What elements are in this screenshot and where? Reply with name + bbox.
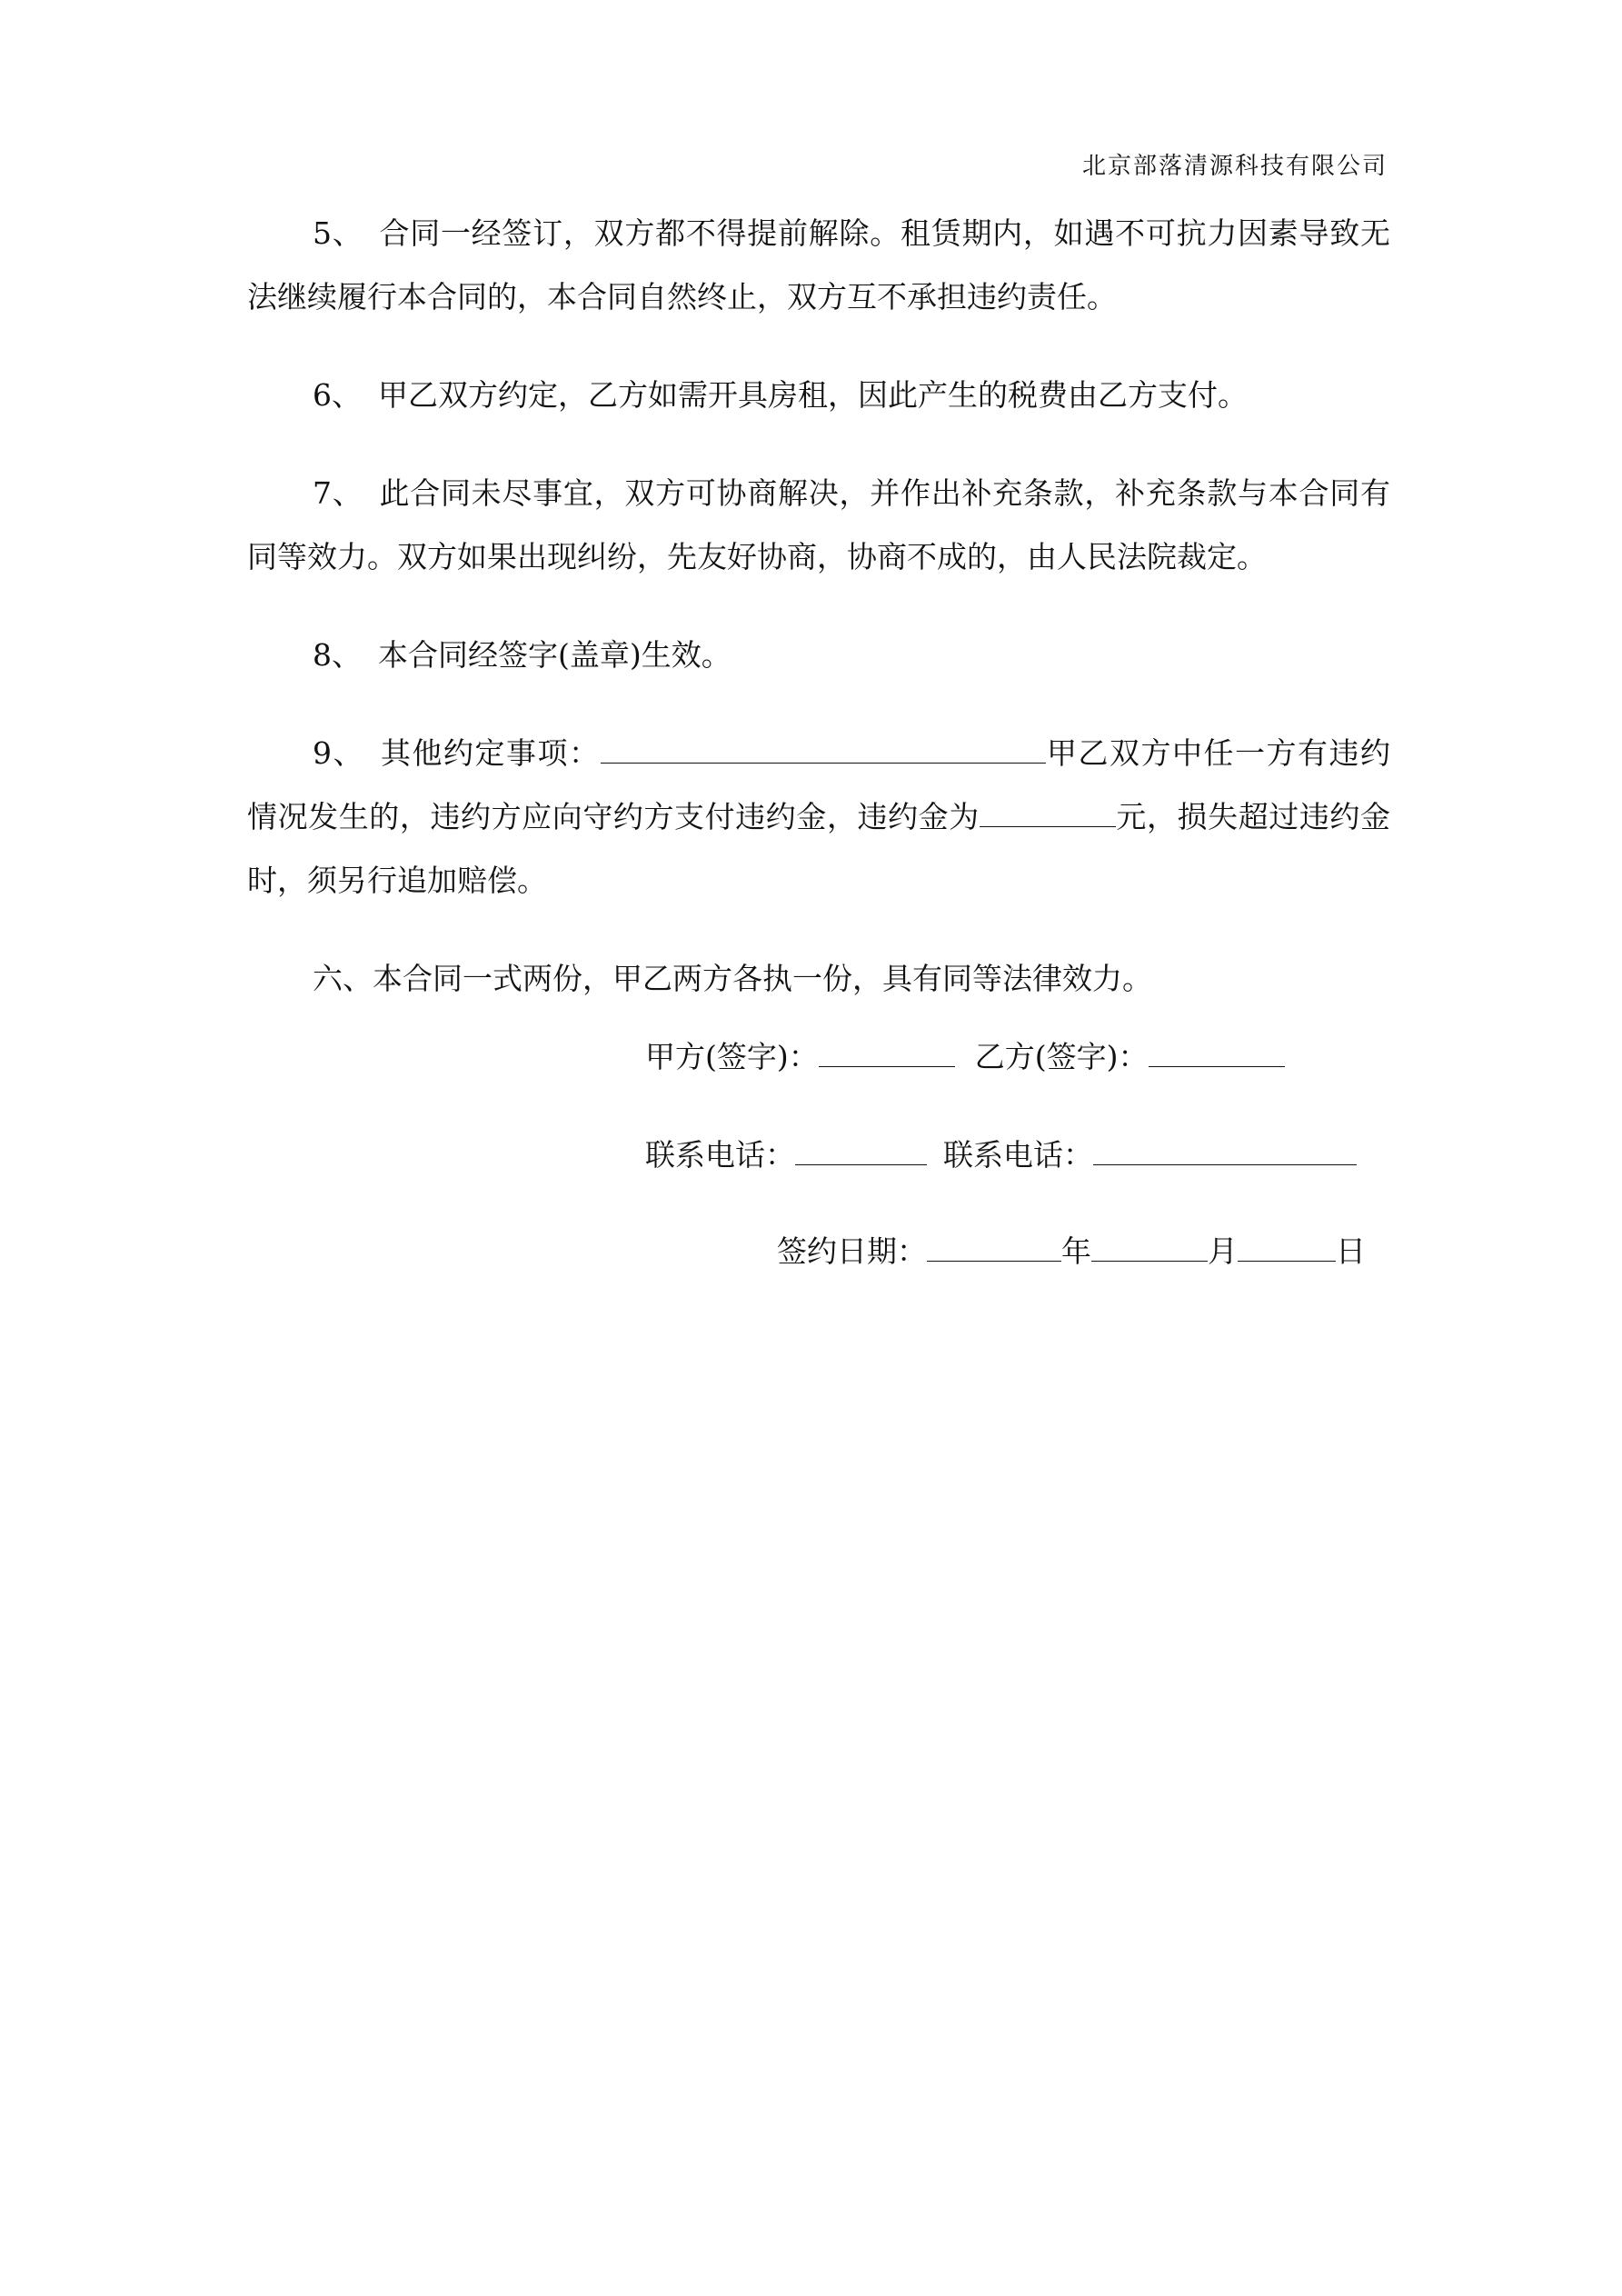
- clause-8: [247, 624, 1390, 687]
- month-label: 月: [1208, 1233, 1238, 1269]
- phone-row: [645, 1137, 1357, 1173]
- clause-unit: 元，损失超过违约金时，须另行追加赔偿。: [247, 799, 1391, 898]
- other-terms-blank[interactable]: [601, 735, 1046, 764]
- phone-b-label: 联系电话：: [943, 1137, 1093, 1173]
- clause-text: 甲乙双方约定，乙方如需开具房租，因此产生的税费由乙方支付。: [378, 377, 1248, 413]
- phone-a-blank[interactable]: [795, 1137, 927, 1165]
- year-label: 年: [1061, 1233, 1091, 1269]
- party-b-label: 乙方(签字)：: [974, 1039, 1149, 1074]
- clause-text: 合同一经签订，双方都不得提前解除。租赁期内，如遇不可抗力因素导致无法继续履行本合同的，本合同自然终止，双方互不承担违约责任。: [247, 215, 1390, 314]
- party-a-label: 甲方(签字)：: [645, 1039, 819, 1074]
- clause-6: [247, 364, 1390, 427]
- penalty-amount-blank[interactable]: [980, 799, 1116, 827]
- clause-text: 甲乙双方中任一方有违约情况发生的，违约方应向守约方支付违约金，违约金为: [247, 735, 1390, 834]
- clause-text: 此合同未尽事宜，双方可协商解决，并作出补充条款，补充条款与本合同有同等效力。双方如果出现纠纷，先友好协商，协商不成的，由人民法院裁定。: [247, 475, 1390, 574]
- contract-body: [247, 202, 1390, 1045]
- phone-b-blank[interactable]: [1093, 1137, 1357, 1165]
- clause-number: 9、: [313, 735, 364, 771]
- clause-7: [247, 462, 1390, 589]
- date-row: [777, 1233, 1366, 1270]
- date-label: 签约日期：: [777, 1233, 927, 1269]
- clause-six: 六、本合同一式两份，甲乙两方各执一份，具有同等法律效力。: [313, 961, 1152, 996]
- clause-number: 6、: [313, 377, 362, 413]
- month-blank[interactable]: [1091, 1233, 1208, 1262]
- day-blank[interactable]: [1238, 1233, 1336, 1262]
- clause-number: 5、: [313, 215, 363, 251]
- clause-text: 本合同经签字(盖章)生效。: [378, 637, 731, 673]
- day-label: 日: [1336, 1233, 1366, 1269]
- clause-9: [247, 722, 1390, 913]
- clause-label: 其他约定事项：: [381, 735, 601, 771]
- company-header: 北京部落清源科技有限公司: [1081, 153, 1388, 180]
- party-a-signature-blank[interactable]: [819, 1039, 955, 1067]
- year-blank[interactable]: [927, 1233, 1061, 1262]
- clause-5: [247, 202, 1390, 329]
- clause-number: 7、: [313, 475, 363, 511]
- phone-a-label: 联系电话：: [645, 1137, 795, 1173]
- clause-number: 8、: [313, 637, 362, 673]
- signature-row: [645, 1039, 1285, 1075]
- party-b-signature-blank[interactable]: [1149, 1039, 1285, 1067]
